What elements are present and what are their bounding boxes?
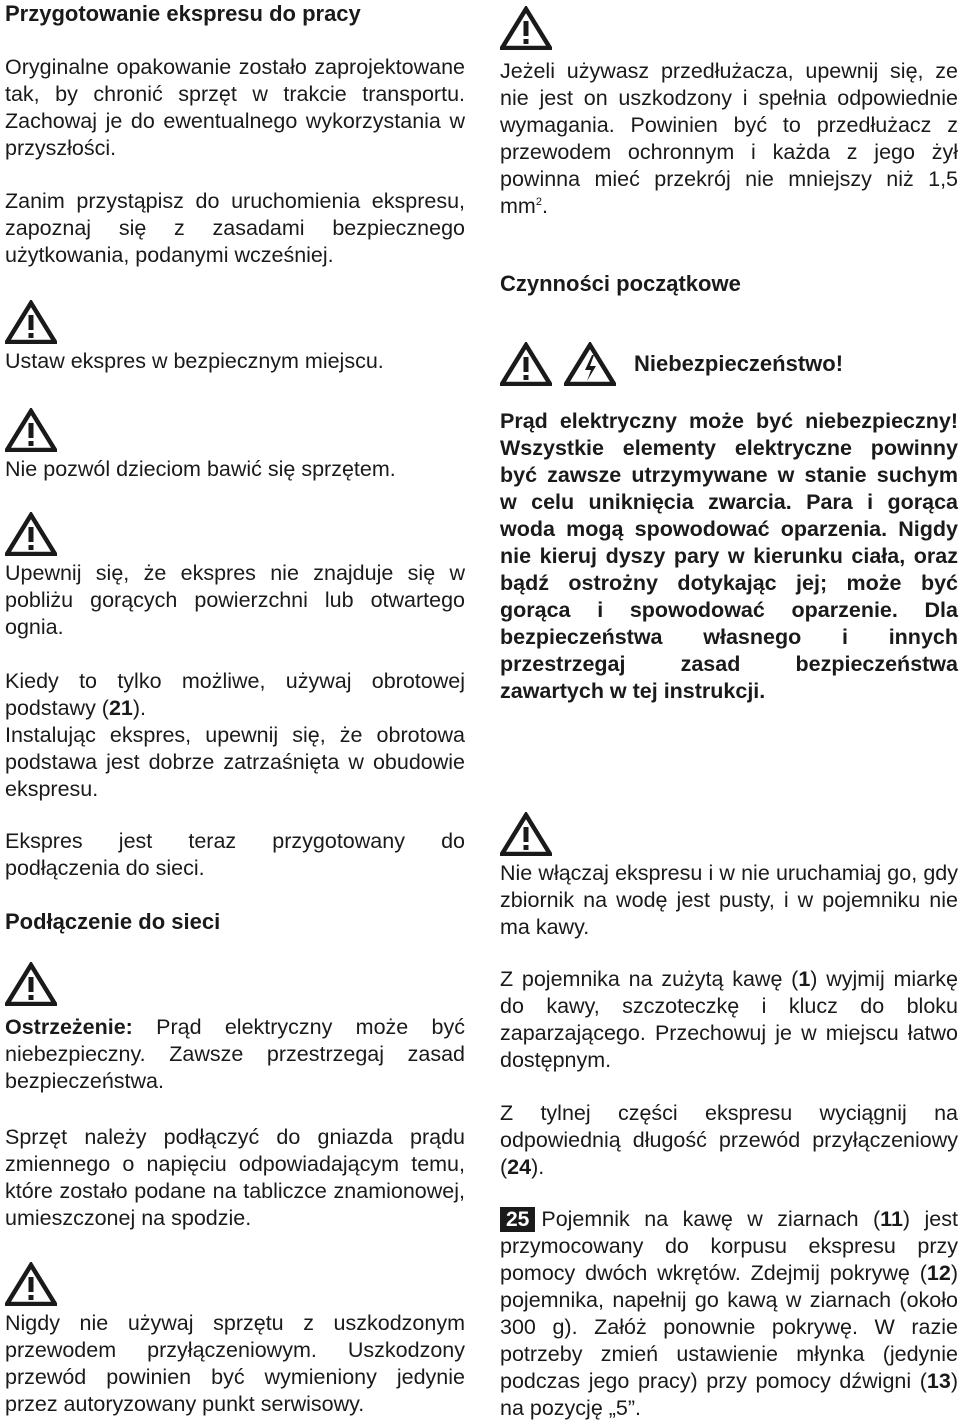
rotating-base-block bbox=[5, 668, 465, 803]
grounds-text-2: ) wyjmij miarkę do kawy, szczoteczkę i klucz do bloku zaparzającego. Przechowuj je w miejscu łatwo dostępnym. bbox=[500, 967, 958, 1072]
part-number-11: 11 bbox=[880, 1207, 903, 1231]
part-number-12: 12 bbox=[926, 1261, 951, 1285]
beans-text-1: Pojemnik na kawę w ziarnach ( bbox=[541, 1207, 881, 1231]
warning-triangle-icon bbox=[5, 962, 57, 1006]
base-text-1: Kiedy to tylko możliwe, używaj obrotowej podstawy ( bbox=[5, 669, 465, 720]
cord-text-2: ). bbox=[531, 1155, 545, 1179]
ready-block bbox=[5, 828, 465, 882]
section-prep bbox=[5, 0, 465, 27]
warning-text-safe-place: Ustaw ekspres w bezpiecznym miejscu. bbox=[5, 349, 384, 373]
section-initial bbox=[500, 270, 958, 297]
before-start-block bbox=[5, 188, 465, 269]
figure-badge-25: 25 bbox=[500, 1207, 535, 1232]
heading-connect: Podłączenie do sieci bbox=[5, 909, 221, 934]
paragraph-packaging: Oryginalne opakowanie zostało zaprojektowane tak, by chronić sprzęt w trakcie transportu. Zachowaj je do ewentualnego wykorzystania w przyszłości. bbox=[5, 55, 465, 160]
grounds-text-1: Z pojemnika na zużytą kawę ( bbox=[500, 967, 799, 991]
warning-triangle-icon bbox=[5, 300, 57, 344]
danger-row bbox=[500, 342, 958, 386]
heading-initial: Czynności początkowe bbox=[500, 271, 741, 296]
warning-text-electric bbox=[5, 1014, 465, 1095]
grounds-block bbox=[500, 966, 958, 1074]
warning-triangle-icon bbox=[500, 342, 552, 386]
beans-text-3: ) pojemnika, napełnij go kawą w ziarnach (około 300 g). Załóż ponownie pokrywę. W razie potrzeby zmień ustawienie młynka (jedynie podczas jego pracy) przy pomocy dźwigni ( bbox=[500, 1261, 958, 1393]
warning-text-extension bbox=[500, 58, 958, 220]
paragraph-power-cord bbox=[500, 1100, 958, 1181]
extension-end: . bbox=[541, 194, 548, 218]
paragraph-bean-container bbox=[500, 1206, 958, 1422]
warning-triangle-icon bbox=[5, 512, 57, 556]
warning-empty-tank bbox=[500, 812, 958, 941]
danger-block bbox=[500, 408, 958, 705]
warning-text-children: Nie pozwól dzieciom bawić się sprzętem. bbox=[5, 457, 396, 481]
paragraph-before-start: Zanim przystąpisz do uruchomienia ekspresu, zapoznaj się z zasadami bezpiecznego użytkowania, podanymi wcześniej. bbox=[5, 189, 465, 267]
cord-block bbox=[500, 1100, 958, 1181]
warning-label: Ostrzeżenie: bbox=[5, 1015, 133, 1039]
danger-label: Niebezpieczeństwo! bbox=[634, 351, 844, 376]
paragraph-base-lock: Instalując ekspres, upewnij się, że obrotowa podstawa jest dobrze zatrzaśnięta w obudowie ekspresu. bbox=[5, 723, 465, 801]
warning-triangle-icon bbox=[500, 6, 552, 50]
warning-children bbox=[5, 408, 465, 483]
beans-text-4: ) na pozycję „5”. bbox=[500, 1369, 958, 1420]
part-number-21: 21 bbox=[108, 696, 133, 720]
warning-text-empty-tank: Nie włączaj ekspresu i w nie uruchamiaj go, gdy zbiornik na wodę jest pusty, i w pojemniku nie ma kawy. bbox=[500, 861, 958, 939]
warning-triangle-icon bbox=[5, 1262, 57, 1306]
part-number-13: 13 bbox=[926, 1369, 951, 1393]
warning-hot-surfaces bbox=[5, 512, 465, 641]
base-text-2: ). bbox=[132, 696, 147, 720]
beans-block bbox=[500, 1206, 958, 1422]
packaging-block bbox=[5, 54, 465, 162]
paragraph-grounds-container bbox=[500, 966, 958, 1074]
warning-safe-place bbox=[5, 300, 465, 375]
superscript-2: 2 bbox=[535, 195, 542, 208]
paragraph-ready: Ekspres jest teraz przygotowany do podłączenia do sieci. bbox=[5, 829, 465, 880]
part-number-1: 1 bbox=[798, 967, 811, 991]
socket-block bbox=[5, 1124, 465, 1232]
electric-hazard-icon bbox=[564, 342, 616, 386]
paragraph-socket: Sprzęt należy podłączyć do gniazda prądu zmiennego o napięciu odpowiadającym temu, które zostało podane na tabliczce znamionowej, umieszczonej na spodzie. bbox=[5, 1125, 465, 1230]
beans-text-2: ) jest przymocowany do korpusu ekspresu przy pomocy dwóch wkrętów. Zdejmij pokrywę ( bbox=[500, 1207, 958, 1285]
danger-text: Prąd elektryczny może być niebezpieczny! Wszystkie elementy elektryczne powinny być zawsze utrzymywane w stanie suchym w celu uniknięcia zwarcia. Para i gorąca woda mogą spowodować oparzenia. Nigdy nie kieruj dyszy pary w kierunku ciała, oraz bądź ostrożny dotykając jej; może być gorąca i spowodować oparzenie. Dla bezpieczeństwa własnego i innych przestrzegaj zasad bezpieczeństwa zawartych w tej instrukcji. bbox=[500, 409, 958, 703]
warning-text-hot-surfaces: Upewnij się, że ekspres nie znajduje się w pobliżu gorących powierzchni lub otwartego ognia. bbox=[5, 561, 465, 639]
danger-header bbox=[500, 342, 958, 386]
extension-text: Jeżeli używasz przedłużacza, upewnij się, ze nie jest on uszkodzony i spełnia odpowiednie wymagania. Powinien być to przedłużacz z przewodem ochronnym i każda z jego żył powinna mieć przekrój nie mniejszy niż 1,5 mm bbox=[500, 59, 958, 218]
warning-electric-danger bbox=[5, 962, 465, 1095]
warning-triangle-icon bbox=[500, 812, 552, 856]
part-number-24: 24 bbox=[507, 1155, 532, 1179]
paragraph-rotating-base bbox=[5, 668, 465, 722]
cord-text-1: Z tylnej części ekspresu wyciągnij na odpowiednią długość przewód przyłączeniowy ( bbox=[500, 1101, 958, 1179]
warning-damaged-cord bbox=[5, 1262, 465, 1418]
warning-body: Prąd elektryczny może być niebezpieczny. Zawsze przestrzegaj zasad bezpieczeństwa. bbox=[5, 1015, 465, 1093]
section-connect bbox=[5, 908, 465, 935]
warning-triangle-icon bbox=[5, 408, 57, 452]
warning-text-damaged-cord: Nigdy nie używaj sprzętu z uszkodzonym przewodem przyłączeniowym. Uszkodzony przewód powinien być wymieniony jedynie przez autoryzowany punkt serwisowy. bbox=[5, 1311, 465, 1416]
heading-prep: Przygotowanie ekspresu do pracy bbox=[5, 1, 361, 26]
warning-extension bbox=[500, 6, 958, 220]
